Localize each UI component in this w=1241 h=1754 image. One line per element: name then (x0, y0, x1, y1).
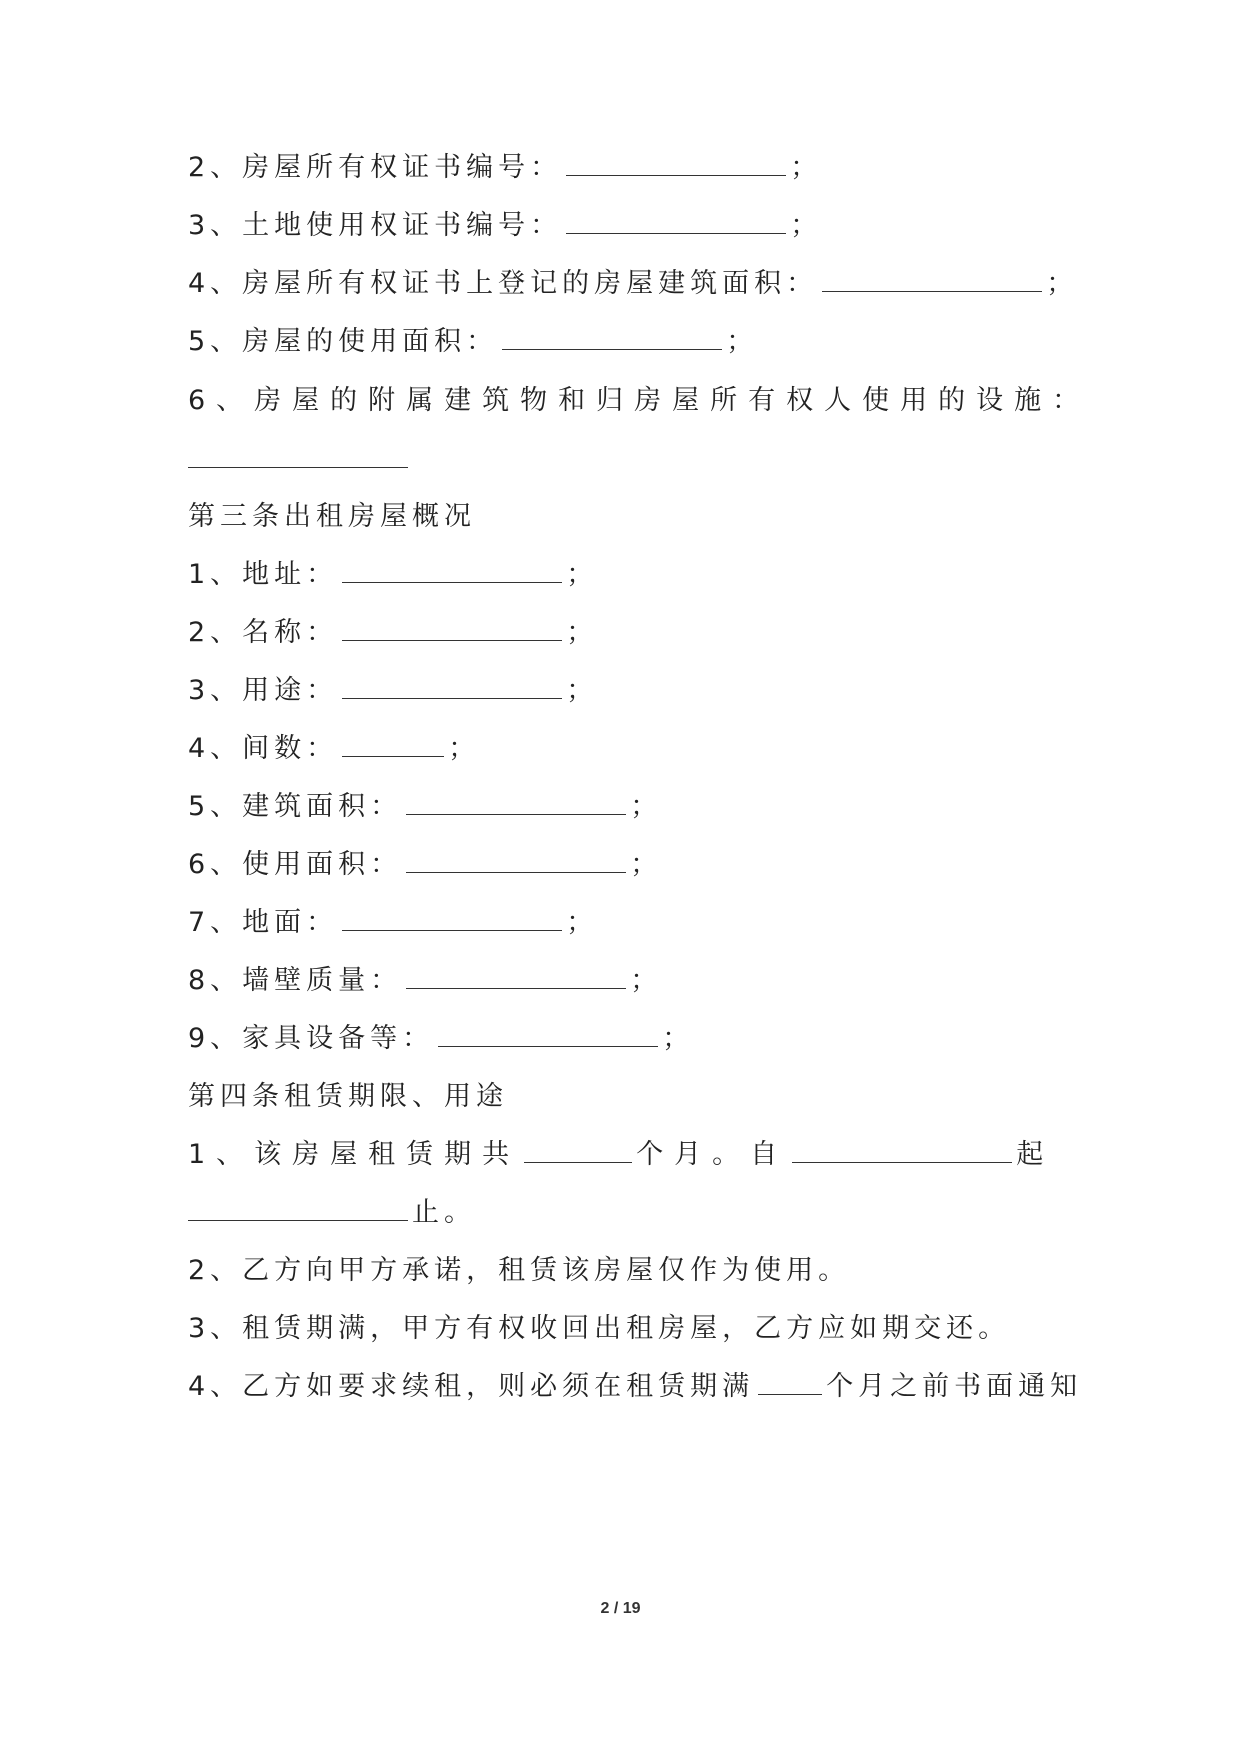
article-heading: 第四条租赁期限、用途 (188, 1081, 508, 1112)
item-text: 1、地址： (188, 559, 339, 590)
clause-end: ； (790, 210, 823, 241)
blank-field (342, 904, 562, 931)
blank-field (566, 207, 786, 234)
article-4-item-2-use (188, 1251, 850, 1291)
article-3-item-building-area (188, 787, 662, 827)
blank-field (566, 149, 786, 176)
blank-field (188, 1194, 408, 1221)
clause-text: 6、房屋的附属建筑物和归房屋所有权人使用的设施： (188, 385, 1091, 416)
item-end: ； (630, 849, 663, 880)
article-3-item-name (188, 613, 598, 653)
item-text: 7、地面： (188, 907, 339, 938)
blank-field (342, 730, 444, 757)
clause-text: 5、房屋的使用面积： (188, 326, 499, 357)
item-text: 3、用途： (188, 675, 339, 706)
blank-field (342, 556, 562, 583)
article-4-item-1-end-date (188, 1193, 476, 1233)
blank-field (342, 614, 562, 641)
blank-field (822, 265, 1042, 292)
article-heading: 第三条出租房屋概况 (188, 501, 476, 532)
clause-2-certificate-number (188, 148, 822, 188)
clause-text: 3、土地使用权证书编号： (188, 210, 563, 241)
article-3-item-wall-quality (188, 961, 662, 1001)
blank-field (406, 846, 626, 873)
item-text: 个月之前书面通知 (826, 1371, 1083, 1402)
blank-field (502, 323, 722, 350)
article-3-item-furniture (188, 1019, 694, 1059)
article-3-heading (188, 497, 476, 537)
clause-text: 2、房屋所有权证书编号： (188, 152, 563, 183)
article-3-item-address (188, 555, 598, 595)
item-text: 8、墙壁质量： (188, 965, 403, 996)
item-text: 4、间数： (188, 733, 339, 764)
clause-end: ； (790, 152, 823, 183)
item-end: ； (630, 965, 663, 996)
article-4-item-3-expiry (188, 1309, 1010, 1349)
blank-field (406, 788, 626, 815)
blank-field (188, 441, 408, 468)
clause-3-land-certificate-number (188, 206, 822, 246)
item-end: ； (566, 675, 599, 706)
item-end: ； (448, 733, 481, 764)
article-4-item-1-term (188, 1135, 1054, 1175)
item-text: 2、乙方向甲方承诺，租赁该房屋仅作为使用。 (188, 1255, 851, 1286)
item-text: 9、家具设备等： (188, 1023, 435, 1054)
item-end: ； (566, 559, 599, 590)
item-text: 止。 (412, 1197, 476, 1228)
clause-6-attached-facilities (188, 381, 1090, 421)
item-text: 3、租赁期满，甲方有权收回出租房屋，乙方应如期交还。 (188, 1313, 1011, 1344)
article-3-item-room-count (188, 729, 480, 769)
item-text: 5、建筑面积： (188, 791, 403, 822)
article-4-heading (188, 1077, 508, 1117)
article-3-item-usable-area (188, 845, 662, 885)
item-text: 2、名称： (188, 617, 339, 648)
blank-field (524, 1136, 632, 1163)
blank-field (758, 1368, 822, 1395)
clause-end: ； (1046, 268, 1079, 299)
blank-field (406, 962, 626, 989)
article-3-item-purpose (188, 671, 598, 711)
clause-5-usable-area (188, 322, 758, 362)
clause-text: 4、房屋所有权证书上登记的房屋建筑面积： (188, 268, 819, 299)
item-text: 4、乙方如要求续租，则必须在租赁期满 (188, 1371, 755, 1402)
blank-field (342, 672, 562, 699)
article-4-item-4-renewal (188, 1367, 1082, 1407)
item-end: ； (630, 791, 663, 822)
item-end: ； (566, 617, 599, 648)
item-text: 起 (1016, 1139, 1055, 1170)
item-text: 6、使用面积： (188, 849, 403, 880)
clause-4-registered-area (188, 264, 1078, 304)
item-end: ； (662, 1023, 695, 1054)
item-text: 个月。自 (636, 1139, 789, 1170)
item-end: ； (566, 907, 599, 938)
blank-field (438, 1020, 658, 1047)
page-number: 2 / 19 (600, 1600, 641, 1617)
clause-6-blank-line (188, 440, 412, 480)
article-3-item-floor (188, 903, 598, 943)
clause-end: ； (726, 326, 759, 357)
item-text: 1、该房屋租赁期共 (188, 1139, 521, 1170)
blank-field (792, 1136, 1012, 1163)
